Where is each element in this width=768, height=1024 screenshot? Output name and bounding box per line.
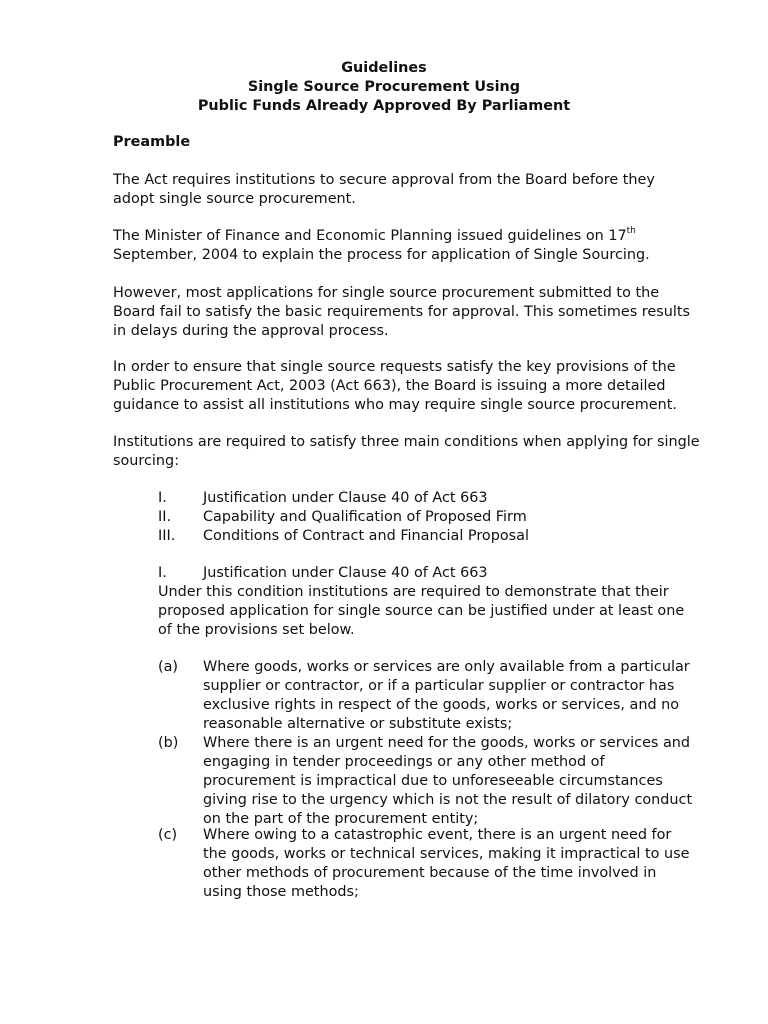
condition-text: Capability and Qualification of Proposed Firm	[203, 509, 527, 525]
provision-text	[203, 734, 693, 829]
paragraph-5	[113, 433, 700, 471]
condition-text: Conditions of Contract and Financial Proposal	[203, 528, 529, 544]
provision-label: (a)	[158, 659, 179, 675]
provision-line: giving rise to the urgency which is not the result of dilatory conduct	[203, 792, 693, 808]
paragraph-line: in delays during the approval process.	[113, 323, 389, 339]
paragraph-line: In order to ensure that single source requests satisfy the key provisions of the	[113, 359, 676, 375]
paragraph-line: Institutions are required to satisfy three main conditions when applying for single	[113, 434, 700, 450]
provision-line: the goods, works or technical services, making it impractical to use	[203, 846, 690, 862]
paragraph-1	[113, 171, 658, 209]
paragraph-line: Board fail to satisfy the basic requirements for approval. This sometimes results	[113, 304, 690, 320]
provision-line: reasonable alternative or substitute exists;	[203, 716, 513, 732]
provision-line: procurement is impractical due to unforeseeable circumstances	[203, 773, 663, 789]
paragraph-line: guidance to assist all institutions who may require single source procurement.	[113, 397, 677, 413]
title-line-3: Public Funds Already Approved By Parliament	[197, 98, 571, 114]
paragraph-line: Under this condition institutions are required to demonstrate that their	[158, 584, 669, 600]
paragraph-3	[113, 284, 690, 341]
section-title: Justification under Clause 40 of Act 663	[203, 565, 488, 581]
document-title	[0, 59, 768, 116]
condition-number: I.	[158, 490, 167, 506]
paragraph-line: Public Procurement Act, 2003 (Act 663), the Board is issuing a more detailed	[113, 378, 666, 394]
provision-label: (c)	[158, 827, 178, 843]
provision-line: on the part of the procurement entity;	[203, 811, 479, 827]
provision-line: Where owing to a catastrophic event, there is an urgent need for	[203, 827, 672, 843]
paragraph-text: The Minister of Finance and Economic Planning issued guidelines on 17	[113, 228, 627, 244]
provision-line: other methods of procurement because of the time involved in	[203, 865, 657, 881]
paragraph-line: adopt single source procurement.	[113, 191, 356, 207]
paragraph-line: proposed application for single source can be justified under at least one	[158, 603, 685, 619]
paragraph-line: The Act requires institutions to secure approval from the Board before they	[113, 172, 655, 188]
ordinal-suffix: th	[626, 226, 636, 237]
paragraph-line: However, most applications for single source procurement submitted to the	[113, 285, 660, 301]
paragraph-line: sourcing:	[113, 453, 180, 469]
section-number: I.	[158, 565, 167, 581]
paragraph-line: September, 2004 to explain the process for application of Single Sourcing.	[113, 247, 650, 263]
condition-number: II.	[158, 509, 172, 525]
paragraph-line: of the provisions set below.	[158, 622, 355, 638]
section-intro	[158, 583, 685, 640]
title-line-2: Single Source Procurement Using	[247, 79, 521, 95]
provision-line: exclusive rights in respect of the goods, works or services, and no	[203, 697, 680, 713]
paragraph-4	[113, 358, 677, 415]
paragraph-2	[113, 227, 658, 265]
condition-number: III.	[158, 528, 176, 544]
provision-line: Where there is an urgent need for the goods, works or services and	[203, 735, 691, 751]
condition-text: Justification under Clause 40 of Act 663	[203, 490, 488, 506]
provision-line: supplier or contractor, or if a particular supplier or contractor has	[203, 678, 675, 694]
title-line-1: Guidelines	[341, 60, 427, 76]
provision-label: (b)	[158, 735, 179, 751]
paragraph-line	[113, 227, 658, 246]
provision-line: engaging in tender proceedings or any other method of	[203, 754, 605, 770]
provision-line: using those methods;	[203, 884, 359, 900]
preamble-heading: Preamble	[113, 134, 191, 150]
provision-text	[203, 658, 690, 734]
provision-text	[203, 826, 690, 902]
provision-line: Where goods, works or services are only available from a particular	[203, 659, 690, 675]
